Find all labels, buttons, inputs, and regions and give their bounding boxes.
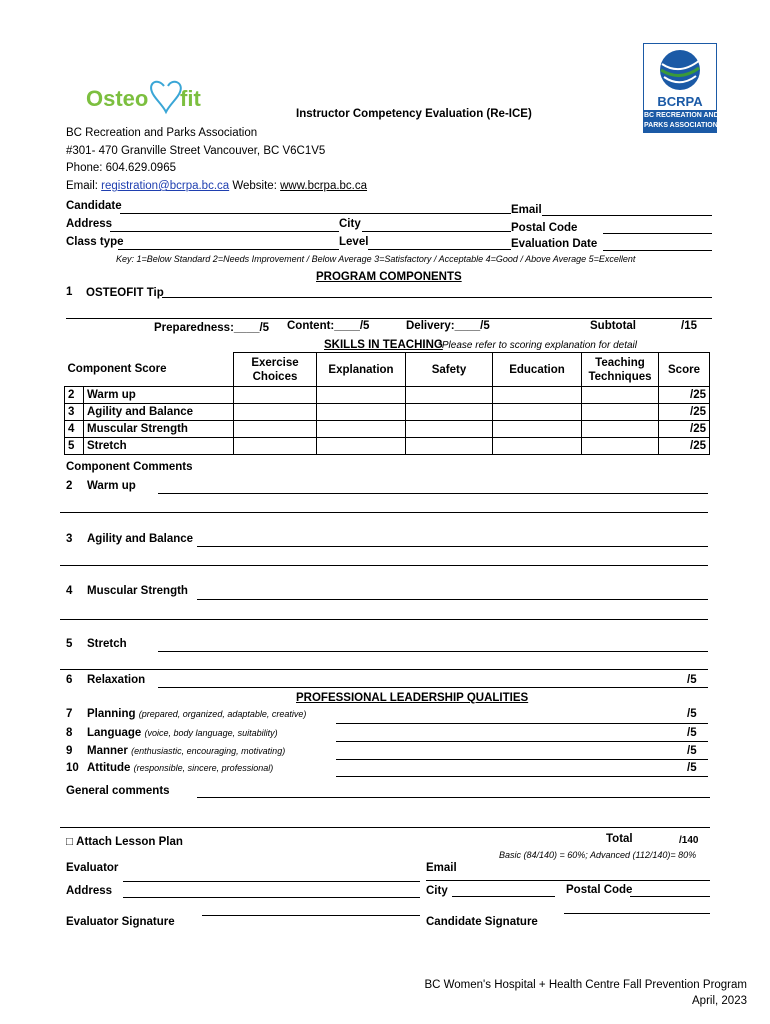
leadership-desc: (voice, body language, suitability) — [144, 728, 278, 738]
agility-comment-field[interactable] — [197, 546, 708, 547]
cell-input[interactable] — [582, 421, 659, 438]
cell-input[interactable] — [317, 387, 406, 404]
bcrpa-name-band — [644, 110, 719, 132]
table-row — [65, 387, 710, 404]
muscular-number: 4 — [66, 585, 73, 597]
cell-input[interactable] — [234, 404, 317, 421]
row-label: Agility and Balance — [84, 404, 234, 421]
row-number: 5 — [65, 438, 84, 455]
evaluator-city-label: City — [426, 885, 448, 897]
relaxation-label: Relaxation — [87, 674, 146, 686]
row-label: Stretch — [84, 438, 234, 455]
evaluator-postal-field[interactable] — [630, 896, 710, 897]
cell-input[interactable] — [493, 438, 582, 455]
table-row — [65, 404, 710, 421]
row-score[interactable]: /25 — [659, 421, 710, 438]
osteofit-tip-label: OSTEOFIT Tip — [86, 287, 164, 299]
relaxation-score[interactable]: /5 — [687, 674, 697, 686]
general-comments-field-2[interactable] — [60, 827, 710, 828]
cand-address-label: Address — [66, 218, 113, 230]
osteofit-tip-field-2[interactable] — [66, 318, 712, 319]
skills-table — [64, 352, 710, 455]
evaluator-address-field[interactable] — [123, 897, 420, 898]
delivery-score[interactable]: Delivery:____/5 — [406, 320, 490, 332]
candidate-signature-field[interactable] — [564, 913, 710, 914]
rating-key: Key: 1=Below Standard 2=Needs Improvement / Below Average 3=Satisfactory / Acceptable 4=Good / Above Average 5=Excellent — [116, 254, 636, 264]
leadership-label: Manner — [87, 745, 128, 757]
cell-input[interactable] — [493, 387, 582, 404]
website-link[interactable]: www.bcrpa.bc.ca — [280, 180, 368, 192]
attitude-score[interactable]: /5 — [687, 762, 697, 774]
org-contact — [66, 180, 367, 192]
evaluator-address-label: Address — [66, 885, 113, 897]
leadership-number: 10 — [66, 762, 79, 774]
cell-input[interactable] — [582, 387, 659, 404]
planning-field[interactable] — [336, 723, 708, 724]
leadership-heading: PROFESSIONAL LEADERSHIP QUALITIES — [296, 692, 529, 704]
warmup-comment-label: Warm up — [87, 480, 136, 492]
row-number: 4 — [65, 421, 84, 438]
general-comments-label: General comments — [66, 785, 170, 797]
skills-header-row — [65, 353, 710, 387]
leadership-item-manner — [66, 745, 285, 757]
leadership-desc: (responsible, sincere, professional) — [133, 763, 274, 773]
row-label: Muscular Strength — [84, 421, 234, 438]
table-row — [65, 421, 710, 438]
col-explanation: Explanation — [317, 353, 406, 387]
cand-city-label: City — [339, 218, 361, 230]
leadership-item-planning — [66, 708, 306, 720]
total-value: /140 — [679, 835, 699, 846]
row-number: 3 — [65, 404, 84, 421]
eval-date-field[interactable] — [603, 250, 712, 251]
bcrpa-name-line2: PARKS ASSOCIATION — [644, 122, 718, 129]
leadership-number: 9 — [66, 745, 73, 757]
language-score[interactable]: /5 — [687, 727, 697, 739]
relaxation-number: 6 — [66, 674, 73, 686]
language-field[interactable] — [336, 741, 708, 742]
bcrpa-globe-icon — [644, 46, 716, 98]
evaluator-email-field[interactable] — [426, 880, 710, 881]
attach-lesson-plan-label: Attach Lesson Plan — [76, 836, 183, 848]
website-label: Website: — [229, 180, 281, 192]
component-comments-heading: Component Comments — [66, 461, 193, 473]
osteofit-logo — [86, 76, 211, 116]
cell-input[interactable] — [317, 438, 406, 455]
stretch-comment-label: Stretch — [87, 638, 127, 650]
agility-comment-field-2[interactable] — [60, 565, 708, 566]
email-label: Email: — [66, 180, 102, 192]
general-comments-field[interactable] — [197, 797, 710, 798]
class-type-field[interactable] — [118, 249, 339, 250]
candidate-field[interactable] — [120, 213, 511, 214]
cell-input[interactable] — [493, 421, 582, 438]
cell-input[interactable] — [234, 421, 317, 438]
cell-input[interactable] — [406, 387, 493, 404]
cand-postal-field[interactable] — [603, 233, 712, 234]
row-label: Warm up — [84, 387, 234, 404]
table-row — [65, 438, 710, 455]
row-score[interactable]: /25 — [659, 438, 710, 455]
manner-score[interactable]: /5 — [687, 745, 697, 757]
candidate-signature-label: Candidate Signature — [426, 916, 538, 928]
cell-input[interactable] — [317, 404, 406, 421]
org-address: #301- 470 Granville Street Vancouver, BC V6C1V5 — [66, 145, 326, 157]
total-label: Total — [606, 833, 633, 845]
manner-field[interactable] — [336, 759, 708, 760]
warmup-comment-field-2[interactable] — [60, 512, 708, 513]
col-safety: Safety — [406, 353, 493, 387]
cell-input[interactable] — [493, 404, 582, 421]
subtotal-value: /15 — [681, 320, 697, 332]
org-name: BC Recreation and Parks Association — [66, 127, 258, 139]
bcrpa-name-line1: BC RECREATION AND — [644, 112, 719, 119]
evaluator-signature-label: Evaluator Signature — [66, 916, 175, 928]
program-components-heading: PROGRAM COMPONENTS — [316, 271, 462, 283]
row-score[interactable]: /25 — [659, 404, 710, 421]
warmup-number: 2 — [66, 480, 73, 492]
stretch-number: 5 — [66, 638, 73, 650]
leadership-label: Planning — [87, 708, 136, 720]
skills-heading: SKILLS IN TEACHING — [324, 339, 443, 351]
leadership-number: 7 — [66, 708, 73, 720]
osteofit-text-osteo: Osteo — [86, 86, 149, 111]
leadership-item-language — [66, 727, 278, 739]
leadership-desc: (prepared, organized, adaptable, creative) — [138, 709, 307, 719]
component-score-header: Component Score — [65, 353, 234, 387]
org-phone: Phone: 604.629.0965 — [66, 162, 176, 174]
class-type-label: Class type — [66, 236, 124, 248]
evaluator-field[interactable] — [123, 881, 420, 882]
item1-number: 1 — [66, 286, 73, 298]
col-education: Education — [493, 353, 582, 387]
leadership-label: Language — [87, 727, 142, 739]
col-score: Score — [659, 353, 710, 387]
col-teaching-techniques: Teaching Techniques — [582, 353, 659, 387]
stretch-comment-field[interactable] — [158, 651, 708, 652]
agility-comment-label: Agility and Balance — [87, 533, 194, 545]
level-field[interactable] — [368, 249, 511, 250]
cell-input[interactable] — [406, 438, 493, 455]
cell-input[interactable] — [317, 421, 406, 438]
planning-score[interactable]: /5 — [687, 708, 697, 720]
page-footer-line2: April, 2023 — [692, 995, 747, 1007]
cell-input[interactable] — [406, 421, 493, 438]
cand-postal-label: Postal Code — [511, 222, 578, 234]
page-title: Instructor Competency Evaluation (Re-ICE) — [296, 108, 532, 120]
evaluator-label: Evaluator — [66, 862, 119, 874]
skills-note: *Please refer to scoring explanation for detail — [438, 340, 638, 351]
osteofit-text-fit: fit — [180, 86, 201, 111]
evaluator-city-field[interactable] — [452, 896, 555, 897]
row-number: 2 — [65, 387, 84, 404]
osteofit-tip-field[interactable] — [162, 297, 712, 298]
cand-address-field[interactable] — [110, 231, 339, 232]
cell-input[interactable] — [582, 438, 659, 455]
leadership-item-attitude — [66, 762, 273, 774]
checkbox-icon[interactable]: □ — [66, 836, 73, 848]
level-label: Level — [339, 236, 369, 248]
relaxation-field[interactable] — [158, 687, 708, 688]
attach-lesson-plan[interactable] — [66, 836, 183, 848]
cand-city-field[interactable] — [362, 231, 511, 232]
muscular-comment-field-2[interactable] — [60, 619, 708, 620]
cell-input[interactable] — [234, 438, 317, 455]
candidate-label: Candidate — [66, 200, 122, 212]
eval-date-label: Evaluation Date — [511, 238, 598, 250]
cand-email-field[interactable] — [542, 215, 712, 216]
stretch-comment-field-2[interactable] — [60, 669, 708, 670]
attitude-field[interactable] — [336, 776, 708, 777]
leadership-desc: (enthusiastic, encouraging, motivating) — [131, 746, 286, 756]
cell-input[interactable] — [406, 404, 493, 421]
evaluator-postal-label: Postal Code — [566, 884, 633, 896]
email-link[interactable]: registration@bcrpa.bc.ca — [101, 180, 230, 192]
basic-advanced-note: Basic (84/140) = 60%; Advanced (112/140)= 80% — [499, 850, 697, 860]
evaluator-email-label: Email — [426, 862, 457, 874]
preparedness-score[interactable]: Preparedness:____/5 — [154, 322, 270, 334]
muscular-comment-field[interactable] — [197, 599, 708, 600]
leadership-label: Attitude — [87, 762, 131, 774]
leadership-number: 8 — [66, 727, 73, 739]
cell-input[interactable] — [582, 404, 659, 421]
evaluator-signature-field[interactable] — [202, 915, 420, 916]
warmup-comment-field[interactable] — [158, 493, 708, 494]
cand-email-label: Email — [511, 204, 542, 216]
agility-number: 3 — [66, 533, 73, 545]
page-footer-line1: BC Women's Hospital + Health Centre Fall Prevention Program — [424, 979, 747, 991]
muscular-comment-label: Muscular Strength — [87, 585, 188, 597]
bcrpa-logo — [643, 43, 717, 133]
row-score[interactable]: /25 — [659, 387, 710, 404]
cell-input[interactable] — [234, 387, 317, 404]
bcrpa-abbrev: BCRPA — [657, 94, 703, 109]
subtotal-label: Subtotal — [590, 320, 636, 332]
col-exercise-choices: Exercise Choices — [234, 353, 317, 387]
content-score[interactable]: Content:____/5 — [287, 320, 370, 332]
